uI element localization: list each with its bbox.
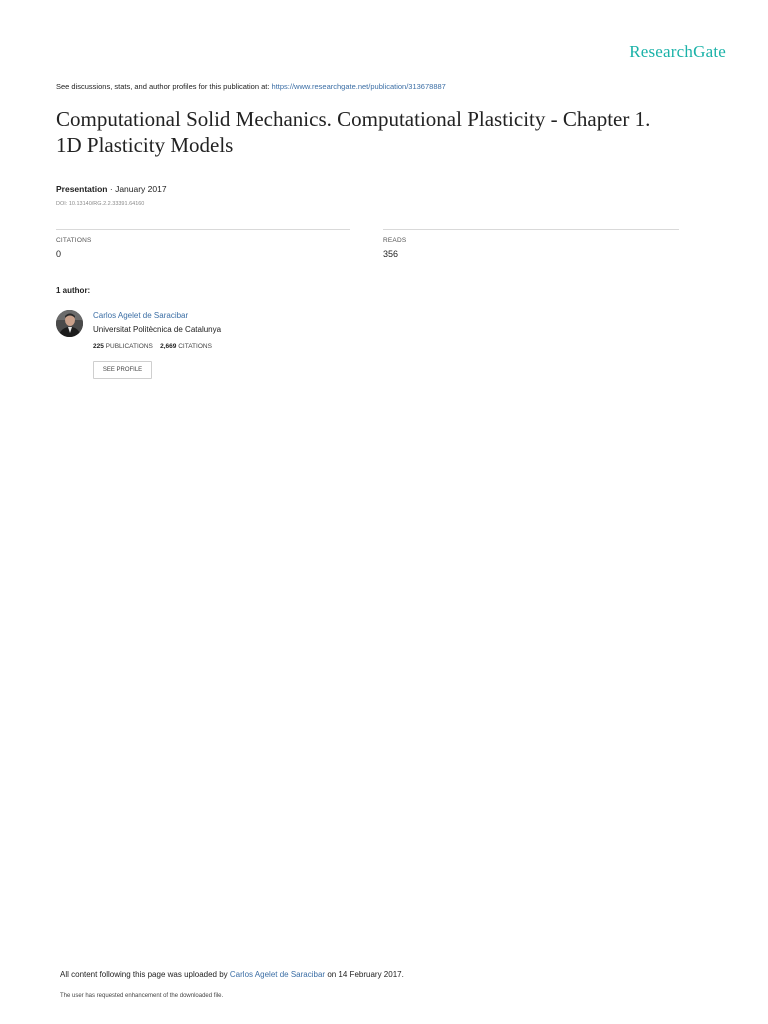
publication-type: Presentation (56, 184, 108, 194)
publication-meta (56, 184, 167, 194)
publication-date: · January 2017 (109, 184, 167, 194)
enhancement-notice: The user has requested enhancement of the downloaded file. (60, 993, 224, 999)
reads-divider (383, 229, 679, 230)
uploaded-notice (60, 970, 404, 979)
uploaded-suffix: on 14 February 2017. (327, 970, 404, 979)
author-photo-icon (56, 310, 83, 337)
title-line-2: 1D Plasticity Models (56, 133, 234, 157)
reads-label: READS (383, 237, 407, 244)
doi: DOI: 10.13140/RG.2.2.33391.64160 (56, 201, 145, 207)
see-profile-button[interactable]: SEE PROFILE (93, 361, 152, 379)
publications-label: PUBLICATIONS (105, 343, 153, 350)
author-citations-label: CITATIONS (178, 343, 212, 350)
citations-label: CITATIONS (56, 237, 92, 244)
uploader-link[interactable]: Carlos Agelet de Saracibar (229, 970, 326, 979)
author-avatar[interactable] (56, 310, 83, 337)
author-affiliation: Universitat Politècnica de Catalunya (93, 325, 222, 334)
authors-heading: 1 author: (56, 286, 91, 295)
discussion-line (56, 82, 446, 91)
citations-divider (56, 229, 350, 230)
uploaded-prefix: All content following this page was uploaded by (60, 970, 228, 979)
publication-title (56, 106, 736, 158)
publications-count: 225 (93, 343, 104, 350)
reads-value: 356 (383, 249, 399, 259)
citations-value: 0 (56, 249, 62, 259)
title-line-1: Computational Solid Mechanics. Computational Plasticity - Chapter 1. (56, 107, 651, 131)
author-citations-count: 2,669 (160, 343, 177, 350)
author-name-link[interactable]: Carlos Agelet de Saracibar (93, 311, 189, 320)
researchgate-logo[interactable]: ResearchGate (629, 42, 726, 61)
publication-url-link[interactable]: https://www.researchgate.net/publication/313678887 (271, 82, 446, 91)
author-stats (93, 343, 212, 350)
discussion-text: See discussions, stats, and author profiles for this publication at: (56, 82, 270, 91)
